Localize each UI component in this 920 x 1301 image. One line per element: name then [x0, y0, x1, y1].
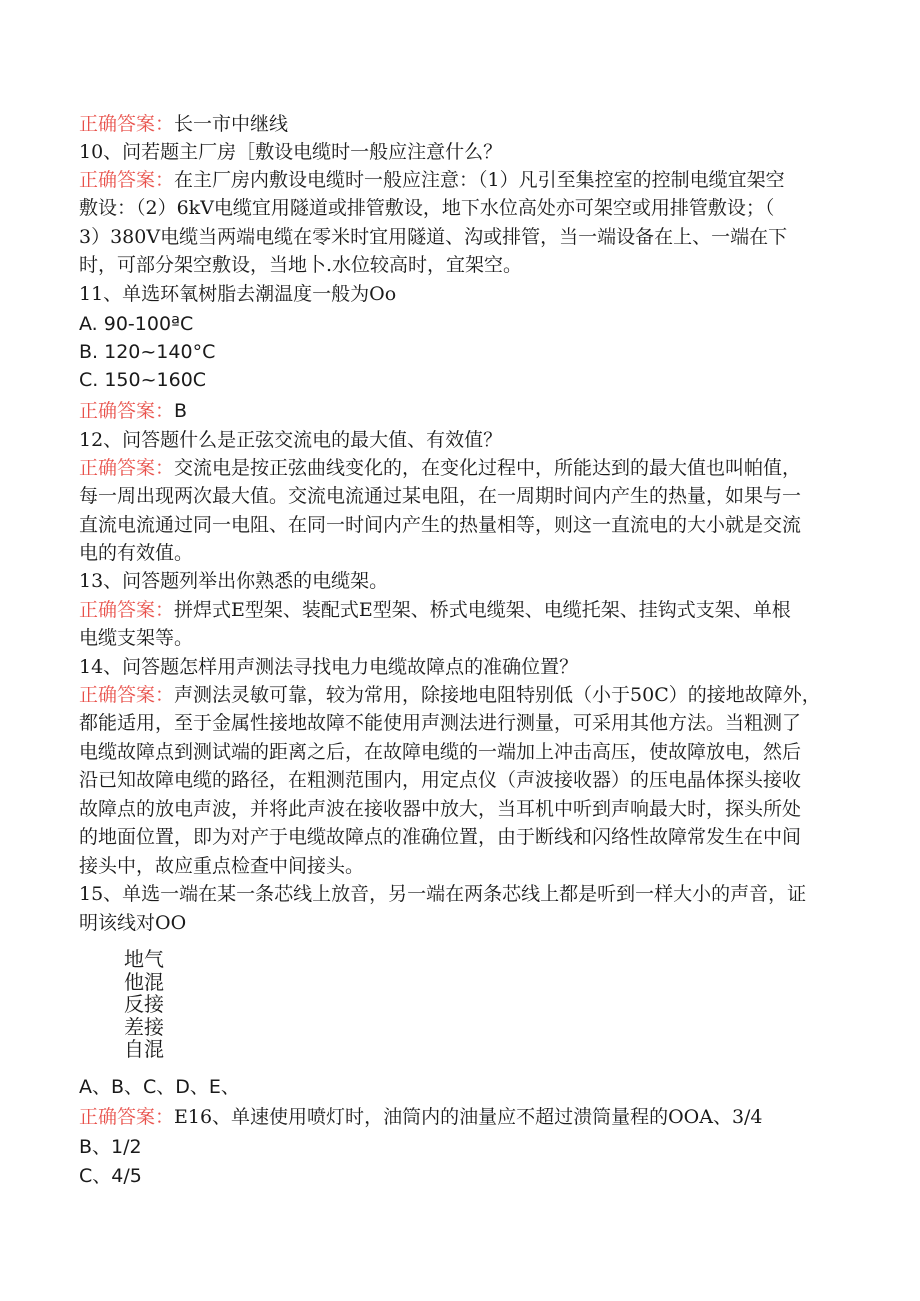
q15-option: 自混: [124, 1037, 164, 1061]
q15-option: 反接: [124, 992, 164, 1016]
answer-label: 正确答案：: [79, 400, 175, 422]
q10-answer-text: 在主厂房内敷设电缆时一般应注意：（1）凡引至集控室的控制电缆宜架空: [174, 169, 785, 191]
q13-question: 13、问答题列举出你熟悉的电缆架。: [79, 570, 389, 592]
q13-answer-text: 拼焊式E型架、装配式E型架、桥式电缆架、电缆托架、挂钩式支架、单根: [174, 599, 791, 621]
q14-answer-text: 的地面位置，即为对产于电缆故障点的准确位置，由于断线和闪络性故障常发生在中间: [79, 826, 802, 848]
q14-answer-line: [79, 682, 821, 708]
q14-answer-text: 接头中，故应重点检查中间接头。: [79, 855, 365, 877]
q11-answer-line: [79, 398, 187, 424]
q13-answer-line: [79, 597, 791, 623]
q10-answer-line: [79, 167, 785, 193]
q10-answer-text: 敷设：（2）6kV电缆宜用隧道或排管敷设，地下水位高处亦可架空或用排管敷设；（: [79, 197, 775, 219]
q9-answer-line: [79, 111, 288, 137]
q14-answer-text: 声测法灵敏可靠，较为常用，除接地电阻特别低（小于50C）的接地故障外，: [174, 684, 821, 706]
q15-option-letters: A、B、C、D、E、: [79, 1076, 240, 1098]
q15-option: 差接: [124, 1014, 164, 1039]
answer-label: 正确答案：: [79, 599, 175, 621]
q12-answer-text: 每一周出现两次最大值。交流电流通过某电阻，在一周期时间内产生的热量，如果与一: [79, 485, 802, 507]
q13-answer-text: 电缆支架等。: [79, 627, 194, 649]
q12-answer-text: 直流电流通过同一电阻、在同一时间内产生的热量相等，则这一直流电的大小就是交流: [79, 514, 802, 536]
q15-answer-text: E16、单速使用喷灯时，油筒内的油量应不超过溃筒量程的OOA、3/4: [174, 1106, 763, 1128]
q15-option: 他混: [124, 969, 164, 994]
answer-label: 正确答案：: [79, 113, 175, 135]
q14-answer-text: 沿已知故障电缆的路径，在粗测范围内，用定点仪（声波接收器）的压电晶体探头接收: [79, 769, 802, 791]
q14-answer-text: 电缆故障点到测试端的距离之后，在故障电缆的一端加上冲击高压，使故障放电，然后: [79, 741, 802, 763]
q15-question: 明该线对OO: [79, 912, 187, 934]
q10-answer-text: 时，可部分架空敷设，当地卜.水位较高时，宜架空。: [79, 254, 523, 276]
q16-option-c: C、4/5: [79, 1165, 142, 1187]
answer-label: 正确答案：: [79, 457, 175, 479]
q15-option: 地气: [124, 947, 164, 971]
q11-option-a: A. 90-100ªC: [79, 313, 194, 335]
answer-label: 正确答案：: [79, 1106, 175, 1128]
q15-options: [124, 948, 164, 1061]
q10-answer-text: 3）380V电缆当两端电缆在零米时宜用隧道、沟或排管，当一端设备在上、一端在下: [79, 226, 788, 248]
q12-answer-line: [79, 455, 801, 481]
q16-option-b: B、1/2: [79, 1136, 142, 1158]
q11-option-b: B. 120~140°C: [79, 341, 216, 363]
q12-answer-text: 电的有效值。: [79, 542, 194, 564]
q12-question: 12、问答题什么是正弦交流电的最大值、有效值？: [79, 429, 503, 451]
q14-answer-text: 都能适用，至于金属性接地故障不能使用声测法进行测量，可采用其他方法。当粗测了: [79, 712, 802, 734]
answer-label: 正确答案：: [79, 169, 175, 191]
q15-question: 15、单选一端在某一条芯线上放音，另一端在两条芯线上都是听到一样大小的声音，证: [79, 883, 807, 905]
q11-option-c: C. 150~160C: [79, 369, 207, 391]
q14-question: 14、问答题怎样用声测法寻找电力电缆故障点的准确位置？: [79, 656, 579, 678]
q14-answer-text: 故障点的放电声波，并将此声波在接收器中放大，当耳机中听到声响最大时，探头所处: [79, 798, 802, 820]
q12-answer-text: 交流电是按正弦曲线变化的，在变化过程中，所能达到的最大值也叫帕值，: [174, 457, 802, 479]
answer-label: 正确答案：: [79, 684, 175, 706]
q9-answer: 长一市中继线: [174, 113, 289, 135]
q15-answer-line: [79, 1104, 763, 1130]
q10-question: 10、问若题主厂房［敷设电缆时一般应注意什么？: [79, 141, 503, 163]
q11-answer: B: [174, 400, 188, 422]
q11-question: 11、单选环氧树脂去潮温度一般为Oo: [79, 283, 397, 305]
